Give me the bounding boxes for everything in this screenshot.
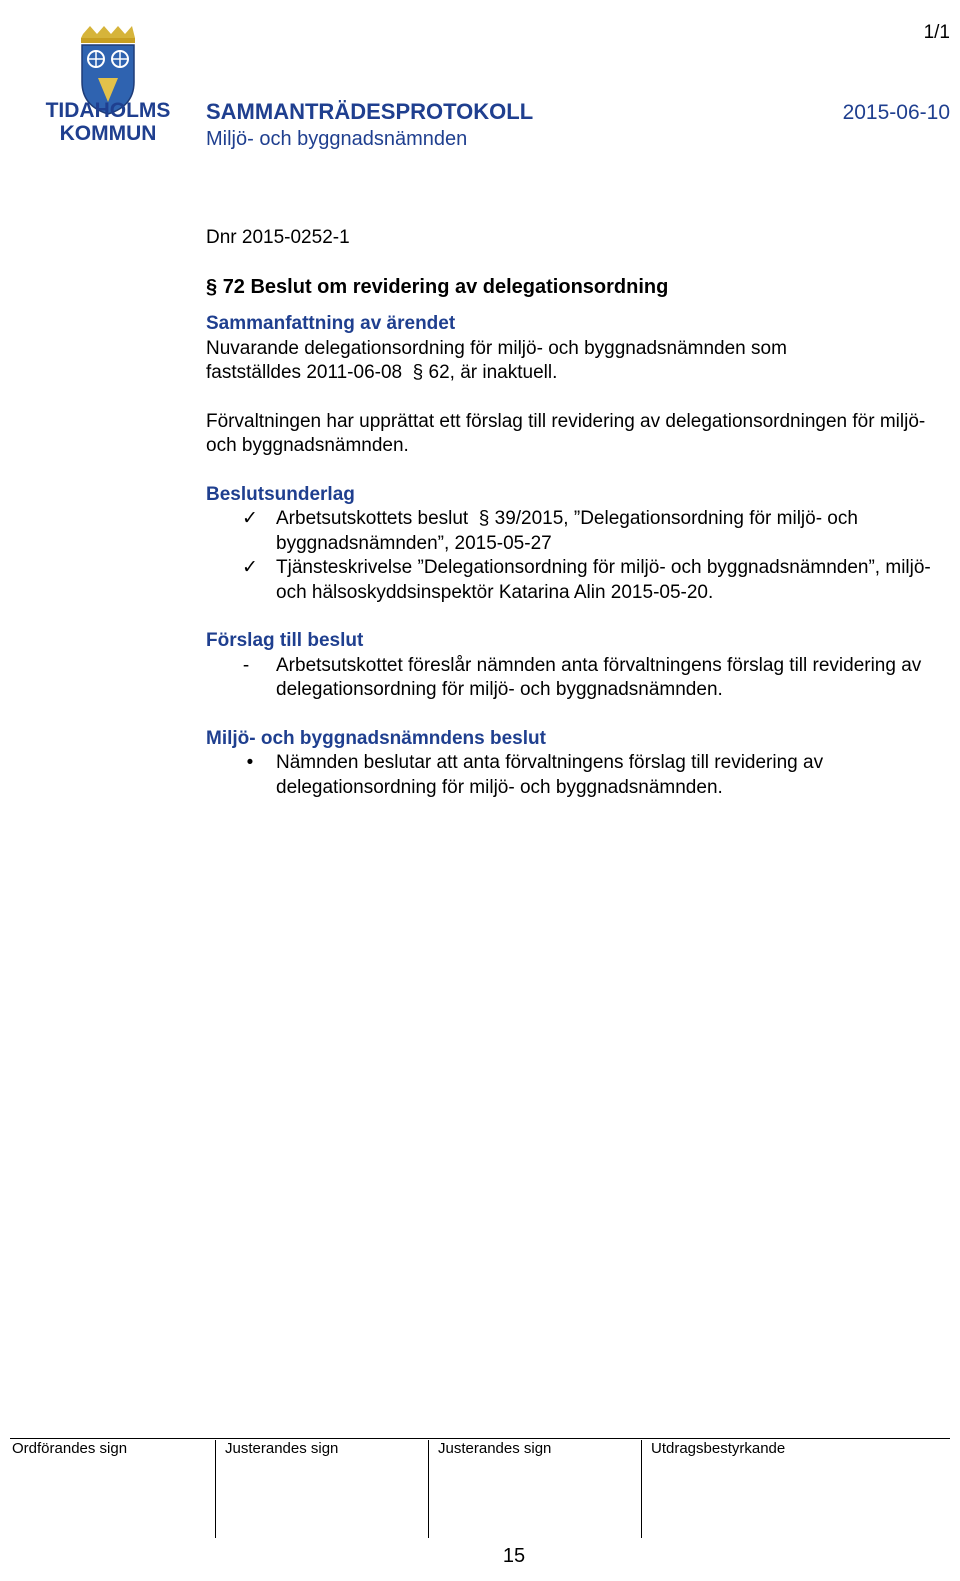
- signature-utdragsbestyrkande: Utdragsbestyrkande: [651, 1440, 786, 1457]
- list-item: [206, 507, 946, 556]
- document-body: [206, 226, 946, 800]
- dash-icon: -: [242, 654, 250, 676]
- summary-line-1: Nuvarande delegationsordning för miljö- och byggnadsnämnden som: [206, 337, 787, 359]
- underlag-item-text: Tjänsteskrivelse ”Delegationsordning för miljö- och byggnadsnämnden”, miljö- och hälsoskyddsinspektör Katarina Alin 2015-05-20.: [276, 557, 931, 603]
- document-title: SAMMANTRÄDESPROTOKOLL: [206, 99, 534, 124]
- document-date: 2015-06-10: [842, 101, 950, 124]
- underlag-list: [206, 507, 946, 605]
- summary-text: [206, 337, 946, 386]
- section-sign-icon: §: [206, 275, 218, 298]
- list-item: [206, 751, 946, 800]
- forslag-item-text: Arbetsutskottet föreslår nämnden anta förvaltningens förslag till revidering av delegationsordning för miljö- och byggnadsnämnden.: [276, 654, 922, 700]
- page-number: 1/1: [923, 22, 950, 43]
- summary-paragraph-2: Förvaltningen har upprättat ett förslag till revidering av delegationsordningen för miljö- och byggnadsnämnden.: [206, 410, 926, 456]
- bullet-icon: •: [246, 752, 254, 773]
- underlag-item-text: Arbetsutskottets beslut: [276, 508, 469, 529]
- municipality-name: [38, 99, 178, 145]
- committee-name: Miljö- och byggnadsnämnden: [206, 128, 468, 150]
- footer-page-number: 15: [502, 1545, 526, 1567]
- signature-column-divider: [641, 1440, 642, 1538]
- forslag-list: [206, 654, 946, 703]
- signature-ordforande: Ordförandes sign: [12, 1440, 128, 1457]
- signature-column-divider: [428, 1440, 429, 1538]
- logo-line-1: TIDAHOLMS: [45, 99, 171, 122]
- underlag-title: Beslutsunderlag: [206, 483, 355, 505]
- list-item: [206, 654, 946, 703]
- signature-divider: [10, 1438, 950, 1439]
- summary-line-2-end: 62, är inaktuell.: [428, 362, 558, 383]
- checkmark-icon: ✓: [242, 557, 258, 578]
- underlag-item-text-cont: 39/2015, ”Delegationsordning för miljö- och byggnadsnämnden”, 2015-05-27: [276, 508, 858, 554]
- signature-column-divider: [215, 1440, 216, 1538]
- logo-line-2: KOMMUN: [59, 122, 157, 145]
- beslut-title: Miljö- och byggnadsnämndens beslut: [206, 727, 546, 749]
- beslut-list: [206, 751, 946, 800]
- signature-justerande-2: Justerandes sign: [438, 1440, 552, 1457]
- checkmark-icon: ✓: [242, 508, 258, 529]
- paragraph-title: 72 Beslut om revidering av delegationsordning: [222, 275, 669, 298]
- list-item: [206, 556, 946, 605]
- section-sign-icon: §: [473, 508, 495, 529]
- section-sign-icon: §: [407, 362, 429, 383]
- summary-title: Sammanfattning av ärendet: [206, 313, 456, 334]
- signature-justerande-1: Justerandes sign: [225, 1440, 339, 1457]
- paragraph-heading: [206, 275, 946, 300]
- forslag-title: Förslag till beslut: [206, 630, 364, 651]
- summary-date: fastställdes 2011-06-08: [206, 362, 403, 383]
- beslut-item-text: Nämnden beslutar att anta förvaltningens förslag till revidering av delegationsordning för miljö- och byggnadsnämnden.: [276, 752, 824, 798]
- dnr-number: Dnr 2015-0252-1: [206, 227, 350, 248]
